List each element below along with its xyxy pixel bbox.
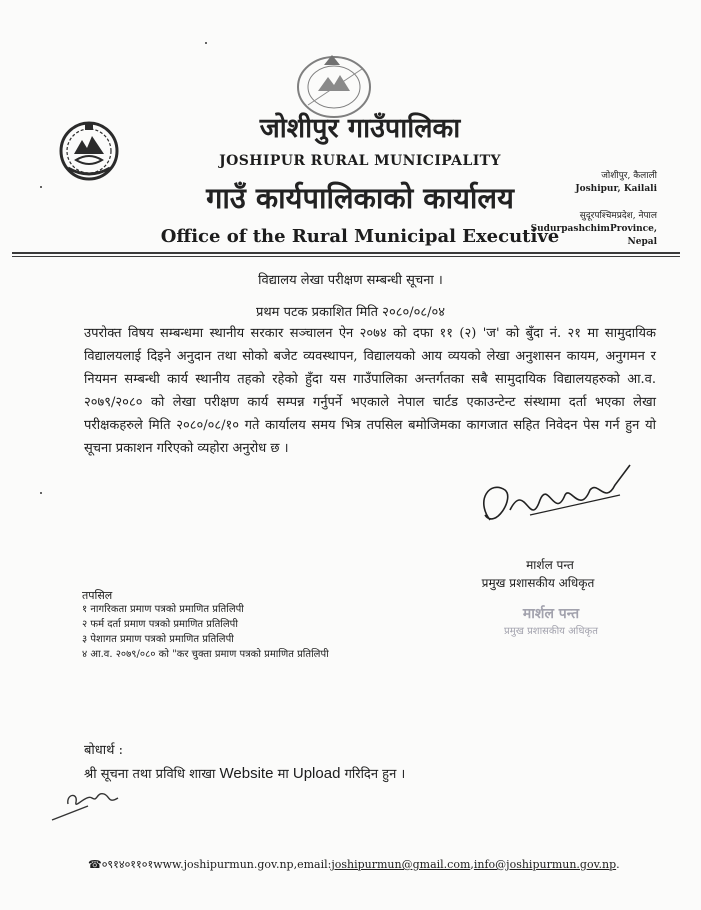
- footer-phone: ०९१४०११०१: [101, 858, 154, 871]
- signer-name: मार्शल पन्त: [526, 558, 574, 572]
- footer-website[interactable]: www.joshipurmun.gov.np,email:: [153, 858, 332, 871]
- notice-published-date: प्रथम पटक प्रकाशित मिति २०८०/०८/०४: [255, 305, 446, 320]
- list-item: २ फर्म दर्ता प्रमाण पत्रको प्रमाणित प्रतिलिपी: [82, 619, 238, 630]
- notice-body: उपरोक्त विषय सम्बन्धमा स्थानीय सरकार सञ्चालन ऐन २०७४ को दफा ११ (२) 'ज' को बुँदा नं. २१ मा सामुदायिक विद्यालयलाई दिइने अनुदान तथा सोको बजेट व्यवस्थापन, विद्यालयको आय व्ययको लेखा अनुशासन कायम, अनुगमन र नियमन सम्बन्धी कार्य स्थानीय तहको रहेको हुँदा यस गाउँपालिका अन्तर्गतका सबै सामुदायिक विद्यालयहरुको आ.व. २०७९/२०८० को लेखा परीक्षण कार्य सम्पन्न गर्नुपर्ने भएकाले नेपाल चार्टड एकाउन्टेन्ट संस्थामा दर्ता भएका लेखा परीक्षकहरुले मिति २०८०/०८/१० गते कार्यालय समय भित्र तपसिल बमोजिमका कागजात सहित निवेदन पेस गर्न हुन यो सूचना प्रकाशन गरिएको व्यहोरा अनुरोध छ ।: [84, 326, 656, 456]
- list-item: ३ पेशागत प्रमाण पत्रको प्रमाणित प्रतिलिपी: [82, 634, 234, 645]
- list-item: १ नागरिकता प्रमाण पत्रको प्रमाणित प्रतिलिपी: [82, 604, 244, 615]
- province-np: सुदूरपश्चिमप्रदेश, नेपाल: [579, 211, 657, 221]
- stamp-name: मार्शल पन्त: [522, 606, 580, 622]
- stamp-role: प्रमुख प्रशासकीय अधिकृत: [504, 626, 598, 637]
- cc-label: बोधार्थ :: [84, 743, 123, 758]
- footer-email-1[interactable]: joshipurmun@gmail.com: [331, 858, 471, 871]
- address-en: Joshipur, Kailali: [575, 184, 657, 194]
- cc-word-website: Website: [219, 765, 274, 782]
- cc-mid: मा: [277, 767, 289, 782]
- scan-speck: [40, 186, 42, 188]
- cc-prefix: श्री सूचना तथा प्रविधि शाखा: [84, 767, 216, 782]
- cc-line: [84, 764, 405, 782]
- province-block: [531, 210, 657, 249]
- office-name-en: Office of the Rural Municipal Executive: [160, 226, 560, 247]
- initials-signature-icon: [48, 784, 128, 826]
- office-name-np: गाउँ कार्यपालिकाको कार्यालय: [206, 181, 514, 215]
- country-en: Nepal: [627, 237, 657, 247]
- phone-icon: ☎: [88, 858, 102, 871]
- cc-word-upload: Upload: [292, 765, 341, 782]
- address-np: जोशीपुर, कैलाली: [601, 171, 657, 181]
- signer-role: प्रमुख प्रशासकीय अधिकृत: [481, 576, 595, 590]
- signature-icon: [470, 460, 640, 540]
- scan-speck: [205, 42, 207, 44]
- scan-speck: [40, 492, 42, 494]
- attachments-list: [82, 602, 329, 662]
- nepal-emblem-icon: [58, 118, 120, 184]
- attachments-heading: तपसिल: [82, 589, 113, 602]
- municipality-name-en: JOSHIPUR RURAL MUNICIPALITY: [219, 153, 501, 169]
- footer-end: .: [616, 858, 620, 871]
- footer-separator: ,: [470, 858, 474, 871]
- address-block: [575, 170, 657, 196]
- header-divider-thin: [12, 256, 680, 257]
- notice-subject: विद्यालय लेखा परीक्षण सम्बन्धी सूचना ।: [258, 273, 443, 288]
- footer-email-2[interactable]: info@joshipurmun.gov.np: [473, 858, 617, 871]
- province-en: SudurpashchimProvince,: [530, 224, 657, 234]
- list-item: ४ आ.व. २०७९/०८० को "कर चुक्ता प्रमाण पत्रको प्रमाणित प्रतिलिपी: [82, 649, 329, 660]
- header-divider: [12, 252, 680, 254]
- cc-suffix: गरिदिन हुन ।: [344, 767, 406, 782]
- signature-stamp: [476, 604, 626, 637]
- footer-contact: [88, 857, 620, 872]
- municipality-name-np: जोशीपुर गाउँपालिका: [259, 113, 461, 144]
